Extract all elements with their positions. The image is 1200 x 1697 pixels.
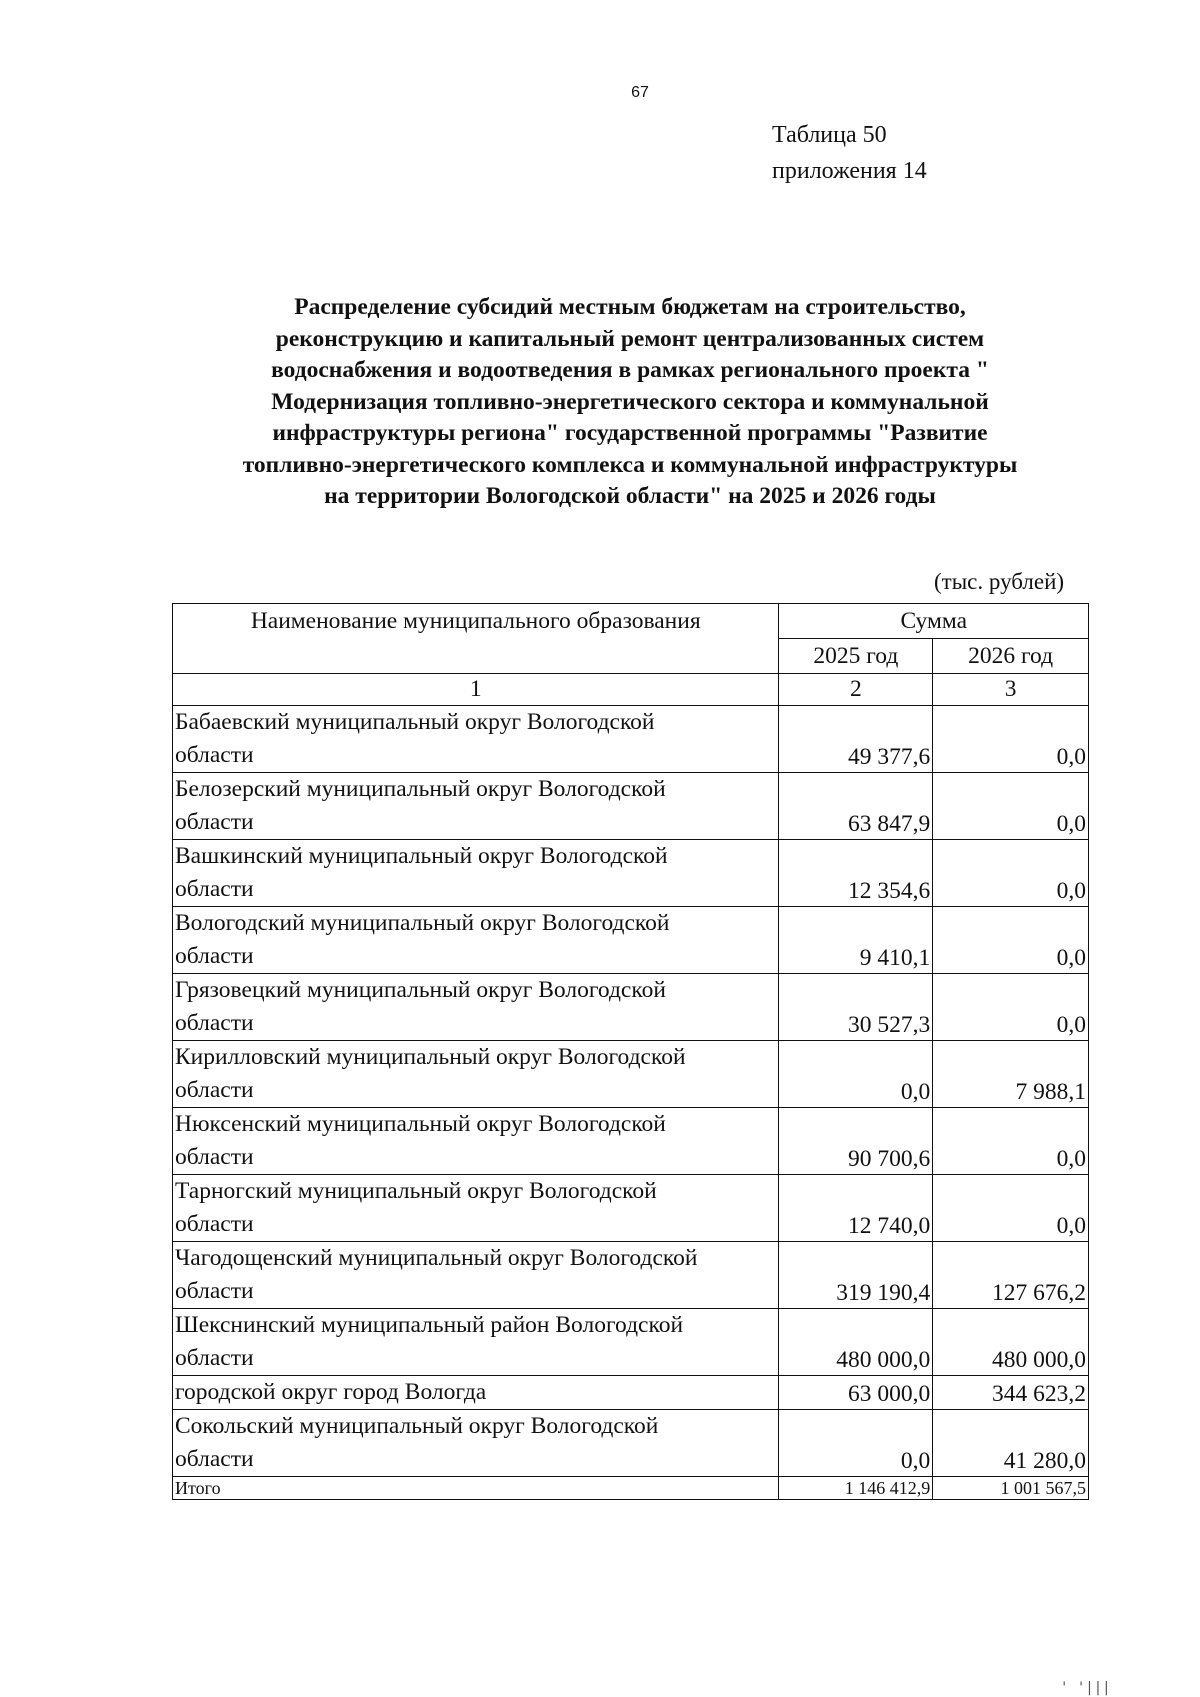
header-2025: 2025 год xyxy=(779,639,933,674)
table-row xyxy=(173,1309,1089,1376)
table-row xyxy=(173,773,1089,840)
table-row xyxy=(173,1242,1089,1309)
title-line: реконструкцию и капитальный ремонт централизованных систем xyxy=(275,325,985,352)
amount-2026: 0,0 xyxy=(933,907,1089,974)
index-cell: 1 xyxy=(173,674,779,706)
total-row xyxy=(173,1477,1089,1500)
table-row xyxy=(173,1410,1089,1477)
amount-2026: 0,0 xyxy=(933,773,1089,840)
municipality-name xyxy=(173,1041,779,1108)
amount-2025: 49 377,6 xyxy=(779,706,933,773)
document-title xyxy=(160,292,1100,513)
municipality-name-line2: области xyxy=(175,742,254,768)
total-label: Итого xyxy=(173,1477,779,1500)
municipality-name-line2: области xyxy=(175,809,254,835)
amount-2026: 480 000,0 xyxy=(933,1309,1089,1376)
index-cell: 3 xyxy=(933,674,1089,706)
amount-2026: 344 623,2 xyxy=(933,1376,1089,1410)
municipality-name-line1: Тарногский муниципальный округ Вологодской xyxy=(175,1178,657,1204)
municipality-name-line1: Вологодский муниципальный округ Вологодской xyxy=(175,910,670,936)
amount-2026: 0,0 xyxy=(933,1175,1089,1242)
amount-2026: 41 280,0 xyxy=(933,1410,1089,1477)
index-row xyxy=(173,674,1089,706)
municipality-name-line1: Сокольский муниципальный округ Вологодской xyxy=(175,1413,659,1439)
table-reference-line2: приложения 14 xyxy=(772,158,927,184)
municipality-name-line1: Шекснинский муниципальный район Вологодской xyxy=(175,1312,684,1338)
header-sum: Сумма xyxy=(779,604,1089,639)
municipality-name xyxy=(173,1376,779,1410)
amount-2025: 30 527,3 xyxy=(779,974,933,1041)
amount-2025: 0,0 xyxy=(779,1410,933,1477)
index-cell: 2 xyxy=(779,674,933,706)
municipality-name xyxy=(173,1410,779,1477)
municipality-name xyxy=(173,1175,779,1242)
table-row xyxy=(173,1175,1089,1242)
municipality-name-line1: Вашкинский муниципальный округ Вологодской xyxy=(175,843,668,869)
municipality-name xyxy=(173,907,779,974)
header-row xyxy=(173,604,1089,639)
municipality-name-line1: Бабаевский муниципальный округ Вологодской xyxy=(175,709,655,735)
table-reference-line1: Таблица 50 xyxy=(772,122,887,148)
amount-2025: 63 000,0 xyxy=(779,1376,933,1410)
header-name: Наименование муниципального образования xyxy=(173,604,779,674)
table-row xyxy=(173,1041,1089,1108)
title-line: инфраструктуры региона" государственной программы "Развитие xyxy=(272,420,988,446)
municipality-name xyxy=(173,840,779,907)
title-line: водоснабжения и водоотведения в рамках регионального проекта " xyxy=(271,357,989,383)
municipality-name-line1: городской округ город Вологда xyxy=(175,1379,487,1405)
municipality-name-line1: Нюксенский муниципальный округ Вологодской xyxy=(175,1111,666,1137)
amount-2025: 63 847,9 xyxy=(779,773,933,840)
amount-2026: 0,0 xyxy=(933,974,1089,1041)
amount-2025: 0,0 xyxy=(779,1041,933,1108)
amount-2025: 480 000,0 xyxy=(779,1309,933,1376)
total-2026: 1 001 567,5 xyxy=(933,1477,1089,1500)
municipality-name-line2: области xyxy=(175,1077,254,1103)
municipality-name-line1: Грязовецкий муниципальный округ Вологодской xyxy=(175,977,666,1003)
units-note: (тыс. рублей) xyxy=(934,569,1065,594)
amount-2025: 90 700,6 xyxy=(779,1108,933,1175)
amount-2026: 127 676,2 xyxy=(933,1242,1089,1309)
table-row xyxy=(173,1108,1089,1175)
table-reference xyxy=(772,117,927,189)
amount-2025: 319 190,4 xyxy=(779,1242,933,1309)
title-line: Распределение субсидий местным бюджетам на строительство, xyxy=(294,294,966,320)
municipality-name xyxy=(173,706,779,773)
municipality-name-line1: Кирилловский муниципальный округ Вологодской xyxy=(175,1044,686,1070)
amount-2026: 0,0 xyxy=(933,1108,1089,1175)
table-row xyxy=(173,840,1089,907)
amount-2026: 0,0 xyxy=(933,840,1089,907)
header-2026: 2026 год xyxy=(933,639,1089,674)
municipality-name-line2: области xyxy=(175,1144,254,1170)
municipality-name xyxy=(173,1108,779,1175)
amount-2026: 7 988,1 xyxy=(933,1041,1089,1108)
amount-2025: 12 354,6 xyxy=(779,840,933,907)
total-2025: 1 146 412,9 xyxy=(779,1477,933,1500)
table-row xyxy=(173,907,1089,974)
title-line: на территории Вологодской области" на 2025 и 2026 годы xyxy=(324,483,936,509)
title-line: Модернизация топливно-энергетического сектора и коммунальной xyxy=(271,388,989,415)
municipality-name-line2: области xyxy=(175,1446,254,1472)
title-line: топливно-энергетического комплекса и коммунальной инфраструктуры xyxy=(242,451,1018,478)
municipality-name-line2: области xyxy=(175,1345,254,1371)
table-body xyxy=(173,706,1089,1500)
amount-2025: 9 410,1 xyxy=(779,907,933,974)
municipality-name xyxy=(173,974,779,1041)
municipality-name-line2: области xyxy=(175,876,254,902)
municipality-name-line1: Чагодощенский муниципальный округ Вологодской xyxy=(175,1245,698,1271)
amount-2026: 0,0 xyxy=(933,706,1089,773)
table-row xyxy=(173,1376,1089,1410)
municipality-name xyxy=(173,1242,779,1309)
table-row xyxy=(173,974,1089,1041)
municipality-name-line1: Белозерский муниципальный округ Вологодской xyxy=(175,776,666,802)
scan-artifact: ' '||| xyxy=(1060,1680,1111,1696)
municipality-name-line2: области xyxy=(175,1211,254,1237)
municipality-name-line2: области xyxy=(175,1278,254,1304)
municipality-name xyxy=(173,773,779,840)
amount-2025: 12 740,0 xyxy=(779,1175,933,1242)
municipality-name-line2: области xyxy=(175,1010,254,1036)
subsidy-table xyxy=(172,603,1089,1500)
page-number: 67 xyxy=(631,84,649,101)
municipality-name-line2: области xyxy=(175,943,254,969)
table-row xyxy=(173,706,1089,773)
municipality-name xyxy=(173,1309,779,1376)
